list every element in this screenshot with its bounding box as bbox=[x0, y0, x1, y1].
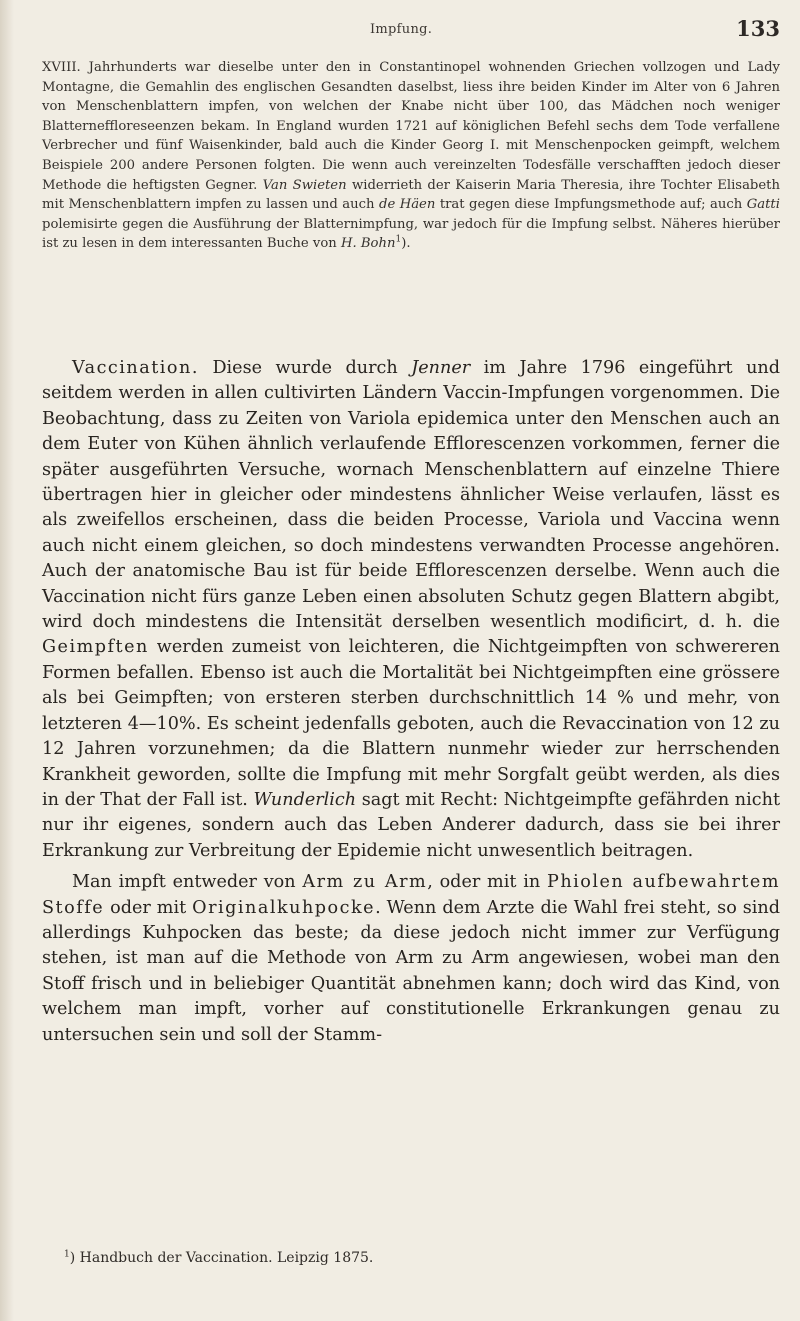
small-print-text: XVIII. Jahrhunderts war dieselbe unter den in Constantinopel wohnenden Griechen vollzogen und Lady Montagne, die Gemahlin des englischen Gesandten daselbst, liess ihre beiden Kinder im Alter von 6 Jahren von Menschenblattern impfen, von welchen der Knabe nicht über 100, das Mädchen noch weniger Blatterneffloreseenzen bekam. In England wurden 1721 auf königlichen Befehl sechs dem Tode verfallene Verbrecher und fünf Waisenkinder, bald auch die Kinder Georg I. mit Menschenpocken geimpft, welchem Beispiele 200 andere Personen folgten. Die wenn auch vereinzelten Todesfälle verschafften jedoch dieser Methode die heftigsten Gegner. Van Swieten widerrieth der Kaiserin Maria Theresia, ihre Tochter Elisabeth mit Menschenblattern impfen zu lassen und auch de Häen trat gegen diese Impfungsmethode auf; auch Gatti polemisirte gegen die Ausführung der Blatternimpfung, war jedoch für die Impfung selbst. Näheres hierüber ist zu lesen in dem interessanten Buche von H. Bohn$^1$). bbox=[42, 60, 780, 252]
running-head-title: Impfung. bbox=[370, 22, 433, 37]
name-gatti: Gatti bbox=[746, 197, 780, 213]
term-geimpften: Geimpften bbox=[42, 637, 149, 658]
name-wunderlich: Wunderlich bbox=[253, 789, 357, 810]
page-gutter-shadow bbox=[0, 0, 14, 1321]
small-print-paragraph bbox=[42, 58, 780, 254]
footnote-reference: 1 bbox=[395, 234, 402, 245]
paragraph-vaccination: Vaccination. Diese wurde durch Jenner im Jahre 1796 eingeführt und seitdem werden in allen cultivirten Ländern Vaccin-Impfungen vorgenommen. Die Beobachtung, dass zu Zeiten von Variola epidemica unter den Menschen auch an dem Euter von Kühen ähnlich verlaufende Efflorescenzen vorkommen, ferner die später ausgeführten Versuche, wornach Menschenblattern auf einzelne Thiere übertragen hier in gleicher oder mindestens ähnlicher Weise verlaufen, lässt es als zweifellos erscheinen, dass die beiden Processe, Variola und Vaccina wenn auch nicht einem gleichen, so doch mindestens verwandten Processe angehören. Auch der anatomische Bau ist für beide Efflorescenzen derselbe. Wenn auch die Vaccination nicht fürs ganze Leben einen absoluten Schutz gegen Blattern abgibt, wird doch mindestens die Intensität derselben wesentlich modificirt, d. h. die Geimpften werden zumeist von leichteren, die Nichtgeimpften von schwereren Formen befallen. Ebenso ist auch die Mortalität bei Nichtgeimpften eine grössere als bei Geimpften; von ersteren sterben durchschnittlich 14 % und mehr, von letzteren 4—10%. Es scheint jedenfalls geboten, auch die Revaccination von 12 zu 12 Jahren vorzunehmen; da die Blattern nunmehr wieder zur herrschenden Krankheit geworden, sollte die Impfung mit mehr Sorgfalt geübt werden, als dies in der That der Fall ist. Wunderlich sagt mit Recht: Nichtgeimpfte gefährden nicht nur ihr eigenes, sondern auch das Leben Anderer dadurch, dass sie bei ihrer Erkrankung zur Verbreitung der Epidemie nicht unwesentlich beitragen. bbox=[42, 358, 781, 861]
name-bohn: H. Bohn bbox=[340, 236, 396, 252]
page-number: 133 bbox=[736, 16, 780, 41]
section-heading-vaccination: Vaccination. bbox=[72, 358, 199, 378]
main-body-text bbox=[42, 356, 780, 1054]
name-de-haen: de Häen bbox=[379, 197, 436, 213]
term-arm-zu-arm: Arm zu Arm bbox=[302, 872, 428, 893]
name-jenner: Jenner bbox=[411, 358, 471, 378]
footnote-text: ) Handbuch der Vaccination. Leipzig 1875. bbox=[69, 1250, 374, 1266]
footnote bbox=[64, 1248, 764, 1268]
name-van-swieten: Van Swieten bbox=[262, 177, 347, 193]
term-phiolen: Phiolen aufbewahrtem Stoffe bbox=[42, 872, 781, 918]
footnote-marker: 1 bbox=[64, 1249, 70, 1260]
paragraph-impfmethoden: Man impft entweder von Arm zu Arm, oder mit in Phiolen aufbewahrtem Stoffe oder mit Originalkuhpocke. Wenn dem Arzte die Wahl frei steht, so sind allerdings Kuhpocken das beste; da diese jedoch nicht immer zur Verfügung stehen, ist man auf die Methode von Arm zu Arm angewiesen, wobei man den Stoff frisch und in beliebiger Quantität abnehmen kann; doch wird das Kind, von welchem man impft, vorher auf constitutionelle Erkrankungen genau zu untersuchen sein und soll der Stamm- bbox=[42, 872, 781, 1045]
term-originalkuhpocke: Originalkuhpocke bbox=[192, 897, 376, 918]
running-head bbox=[370, 16, 780, 46]
